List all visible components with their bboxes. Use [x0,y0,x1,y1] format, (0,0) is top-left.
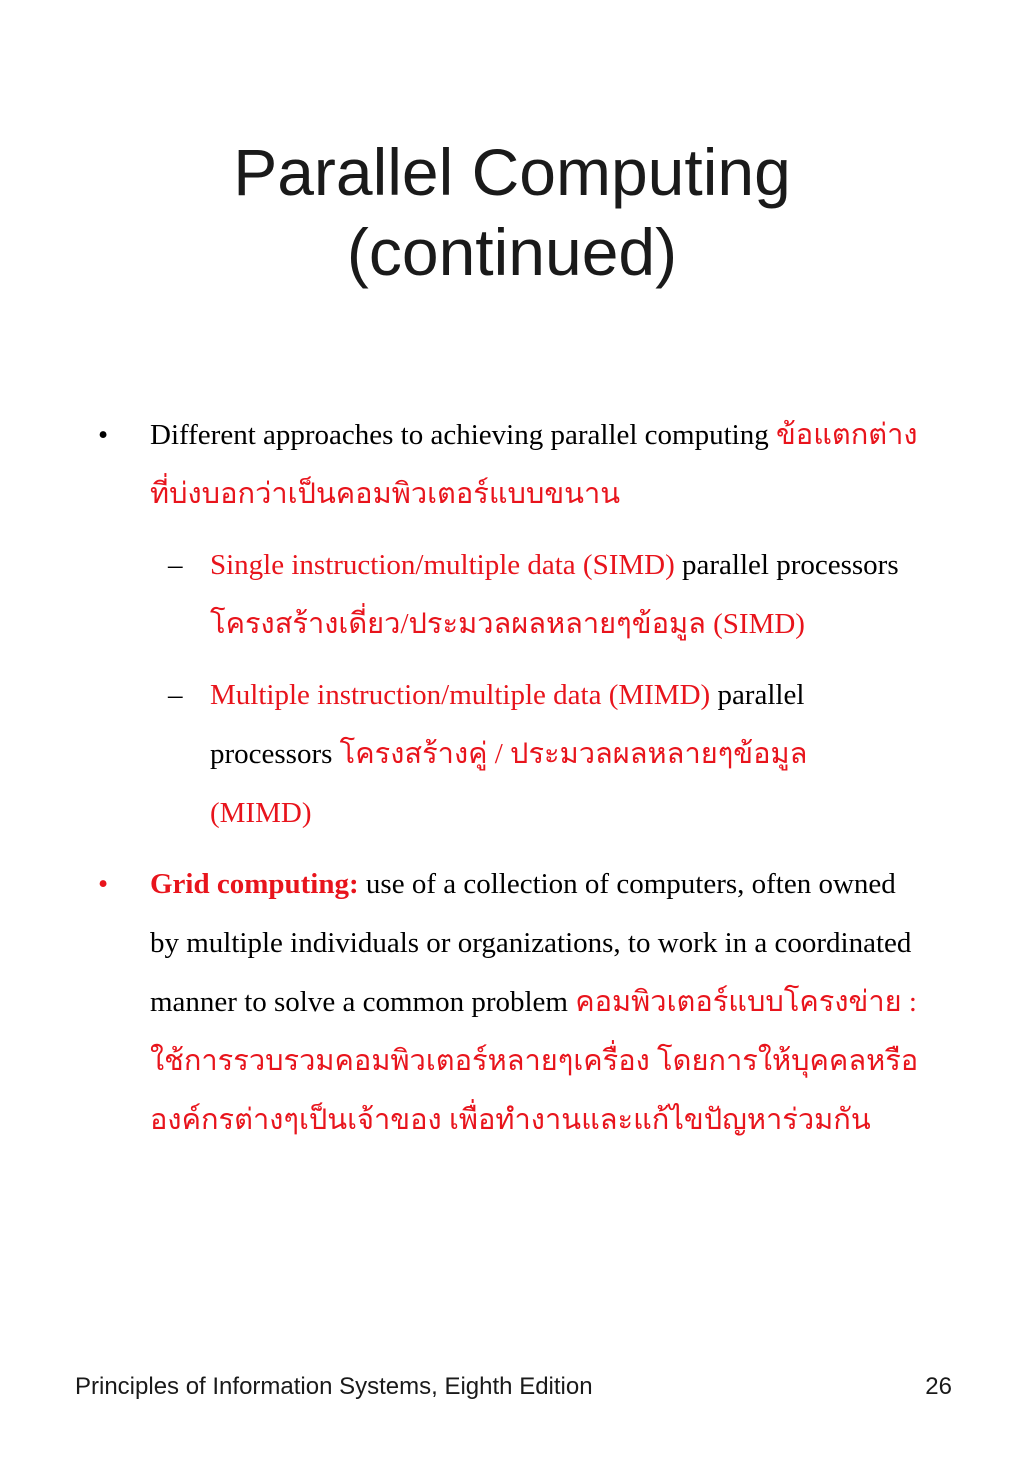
bullet-item-grid-computing [0,855,1024,1150]
bullet-term: Grid computing: [150,868,359,900]
dash-marker: – [168,679,183,711]
bullet-text [150,855,930,1150]
slide-body [0,406,1024,1150]
footer-book-title: Principles of Information Systems, Eighth Edition [75,1373,593,1400]
footer-page-number: 26 [925,1373,952,1400]
bullet-text-en: Different approaches to achieving parallel computing [150,419,776,451]
subitem-text-th: โครงสร้างคู่ / ประมวลผลหลายๆข้อมูล (MIMD) [210,738,808,829]
subitem-text-en: parallel processors [210,679,805,770]
bullet-marker: • [98,419,109,451]
bullet-text [150,406,930,524]
bullet-item-parallel-approaches [0,406,1024,524]
subitem-text [210,666,900,843]
subitem-term: Single instruction/multiple data (SIMD) [210,549,675,581]
bullet-text-en: use of a collection of computers, often owned by multiple individuals or organizations, to work in a coordinated manner to solve a common problem [150,868,912,1018]
slide-title-line1: Parallel Computing [233,135,791,209]
subitem-term: Multiple instruction/multiple data (MIMD) [210,679,711,711]
bullet-text-th: คอมพิวเตอร์แบบโครงข่าย : ใช้การรวบรวมคอมพิวเตอร์หลายๆเครื่อง โดยการให้บุคคลหรือองค์กรต่างๆเป็นเจ้าของ เพื่อทำงานและแก้ไขปัญหาร่วมกัน [150,986,919,1136]
dash-marker: – [168,549,183,581]
subitem-text [210,536,900,654]
subitem-mimd [0,666,1024,843]
bullet-text-th: ข้อแตกต่างที่บ่งบอกว่าเป็นคอมพิวเตอร์แบบขนาน [150,419,918,510]
subitem-simd [0,536,1024,654]
slide-title [0,132,1024,292]
slide-title-line2: (continued) [346,215,678,289]
subitem-text-en: parallel processors [674,549,899,581]
bullet-marker: • [98,868,109,900]
subitem-text-th: โครงสร้างเดี่ยว/ประมวลผลหลายๆข้อมูล (SIMD) [210,608,805,640]
